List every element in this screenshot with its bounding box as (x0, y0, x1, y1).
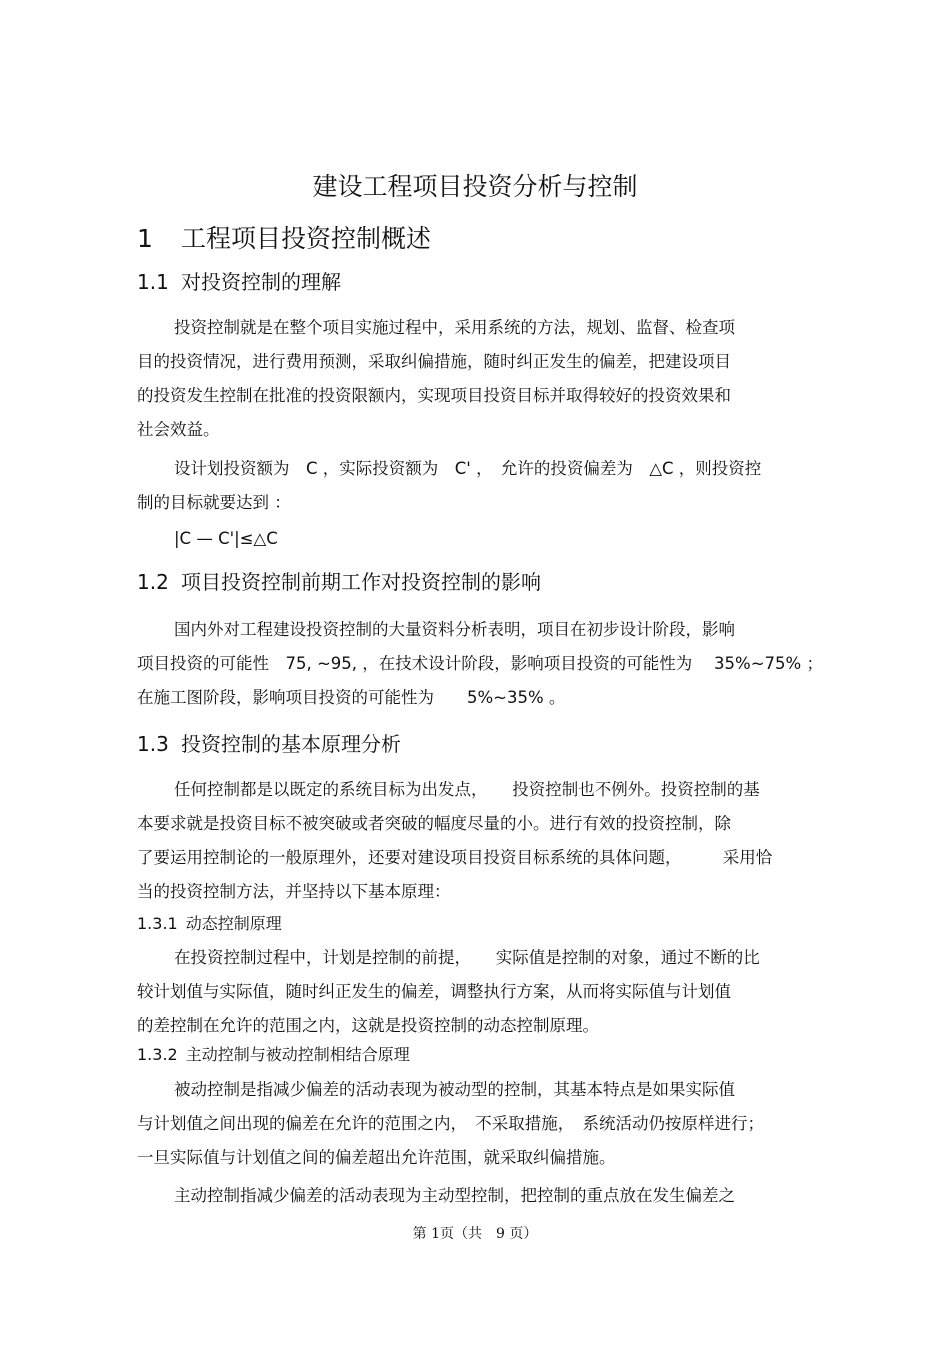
section-number: 1 (137, 224, 153, 253)
text-line: 在施工图阶段，影响项目投资的可能性为 5%~35% 。 (137, 688, 566, 707)
text-line: 目的投资情况，进行费用预测，采取纠偏措施，随时纠正发生的偏差，把建设项目 (137, 352, 731, 371)
formula-text: |C — C'|≤△C (174, 529, 278, 548)
text-line: 制的目标就要达到 ： (137, 493, 291, 512)
section-1-1-heading (137, 268, 341, 296)
paragraph-1-2 (137, 613, 837, 715)
text-line: 在投资控制过程中，计划是控制的前提， 实际值是控制的对象，通过不断的比 (174, 948, 760, 967)
text-line: 被动控制是指减少偏差的活动表现为被动型的控制，其基本特点是如果实际值 (174, 1080, 735, 1099)
text-line: 本要求就是投资目标不被突破或者突破的幅度尽量的小。进行有效的投资控制，除 (137, 814, 731, 833)
section-title: 工程项目投资控制概述 (181, 224, 432, 253)
paragraph-1-1-a (137, 311, 837, 447)
section-1-3-1-heading (137, 913, 282, 935)
section-number: 1.3 (137, 732, 169, 756)
section-title: 投资控制的基本原理分析 (181, 732, 401, 756)
section-title: 项目投资控制前期工作对投资控制的影响 (181, 570, 541, 594)
text-line: 社会效益。 (137, 420, 220, 439)
section-number: 1.3.1 (137, 914, 178, 933)
text-line: 项目投资的可能性 75, ~95, ，在技术设计阶段，影响项目投资的可能性为 35%~75% ； (137, 654, 823, 673)
document-title: 建设工程项目投资分析与控制 (312, 172, 638, 201)
page-footer: 第 1页（共 9 页） (412, 1226, 538, 1242)
text-line: 的差控制在允许的范围之内，这就是投资控制的动态控制原理。 (137, 1016, 599, 1035)
text-line: 一旦实际值与计划值之间的偏差超出允许范围，就采取纠偏措施。 (137, 1148, 616, 1167)
text-line: 了要运用控制论的一般原理外，还要对建设项目投资目标系统的具体问题， 采用恰 (137, 848, 773, 867)
section-title: 对投资控制的理解 (181, 270, 341, 294)
text-line: 主动控制指减少偏差的活动表现为主动型控制，把控制的重点放在发生偏差之 (174, 1186, 735, 1205)
text-line: 当的投资控制方法，并坚持以下基本原理： (137, 882, 451, 901)
section-number: 1.3.2 (137, 1045, 178, 1064)
text-line: 设计划投资额为 C ，实际投资额为 C' ， 允许的投资偏差为 △C ，则投资控 (174, 459, 762, 478)
section-title: 主动控制与被动控制相结合原理 (185, 1045, 410, 1064)
formula (137, 522, 837, 556)
section-1-3-heading (137, 730, 401, 758)
text-line: 较计划值与实际值，随时纠正发生的偏差，调整执行方案，从而将实际值与计划值 (137, 982, 731, 1001)
text-line: 的投资发生控制在批准的投资限额内，实现项目投资目标并取得较好的投资效果和 (137, 386, 731, 405)
text-line: 投资控制就是在整个项目实施过程中，采用系统的方法，规划、监督、检查项 (174, 318, 735, 337)
paragraph-1-3-2-b (137, 1179, 837, 1213)
paragraph-1-3-2-a (137, 1073, 837, 1175)
section-1-heading (137, 222, 431, 256)
paragraph-1-3-1 (137, 941, 837, 1043)
section-number: 1.2 (137, 570, 169, 594)
section-1-3-2-heading (137, 1044, 410, 1066)
section-number: 1.1 (137, 270, 169, 294)
text-line: 与计划值之间出现的偏差在允许的范围之内， 不采取措施， 系统活动仍按原样进行； (137, 1114, 764, 1133)
section-title: 动态控制原理 (185, 914, 282, 933)
paragraph-1-1-b (137, 452, 837, 520)
text-line: 国内外对工程建设投资控制的大量资料分析表明，项目在初步设计阶段，影响 (174, 620, 735, 639)
section-1-2-heading (137, 568, 541, 596)
paragraph-1-3 (137, 773, 837, 909)
text-line: 任何控制都是以既定的系统目标为出发点， 投资控制也不例外。投资控制的基 (174, 780, 760, 799)
